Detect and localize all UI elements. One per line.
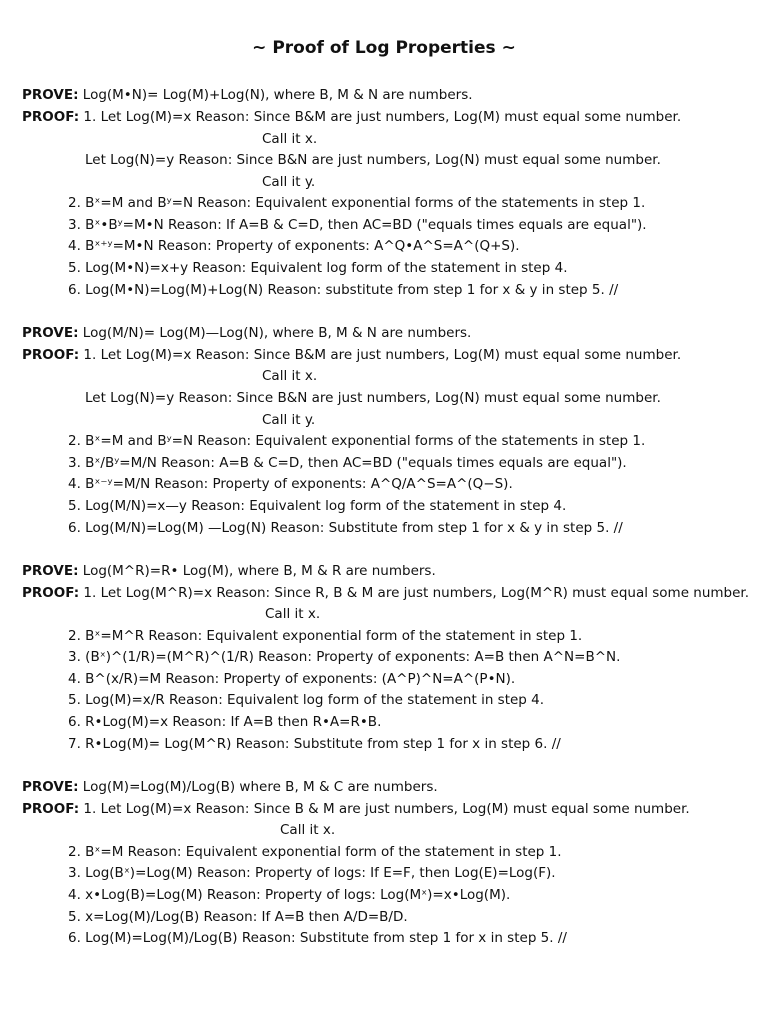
proof-label: PROOF: <box>22 347 80 363</box>
proof-step <box>22 346 681 364</box>
prove-label: PROVE: <box>22 779 79 795</box>
proof-step: 3. (Bˣ)^(1/R)=(M^R)^(1/R) Reason: Property of exponents: A=B then A^N=B^N. <box>68 649 621 665</box>
proof-step: 5. Log(M/N)=x—y Reason: Equivalent log form of the statement in step 4. <box>68 498 567 514</box>
prove-label: PROVE: <box>22 325 79 341</box>
proof-step: 7. R•Log(M)= Log(M^R) Reason: Substitute from step 1 for x in step 6. // <box>68 736 561 752</box>
step-text: 1. Let Log(M)=x Reason: Since B&M are just numbers, Log(M) must equal some number. <box>83 347 682 363</box>
proof-step: Call it x. <box>262 131 318 147</box>
proof-step: Call it x. <box>262 368 318 384</box>
step-text: 1. Let Log(M)=x Reason: Since B&M are just numbers, Log(M) must equal some number. <box>83 109 682 125</box>
prove-line <box>22 562 436 580</box>
prove-statement: Log(M/N)= Log(M)—Log(N), where B, M & N are numbers. <box>82 325 472 341</box>
prove-statement: Log(M^R)=R• Log(M), where B, M & R are numbers. <box>82 563 436 579</box>
proof-step: 5. x=Log(M)/Log(B) Reason: If A=B then A/D=B/D. <box>68 909 408 925</box>
proof-step: 2. Bˣ=M and Bʸ=N Reason: Equivalent exponential forms of the statements in step 1. <box>68 195 646 211</box>
proof-step: 3. Bˣ•Bʸ=M•N Reason: If A=B & C=D, then AC=BD ("equals times equals are equal"). <box>68 217 647 233</box>
proof-label: PROOF: <box>22 109 80 125</box>
proof-step: 3. Log(Bˣ)=Log(M) Reason: Property of logs: If E=F, then Log(E)=Log(F). <box>68 865 556 881</box>
proof-step: 6. Log(M/N)=Log(M) —Log(N) Reason: Substitute from step 1 for x & y in step 5. // <box>68 520 623 536</box>
proof-step <box>22 108 681 126</box>
prove-label: PROVE: <box>22 87 79 103</box>
proof-step: 3. Bˣ/Bʸ=M/N Reason: A=B & C=D, then AC=BD ("equals times equals are equal"). <box>68 455 627 471</box>
prove-line <box>22 778 438 796</box>
proof-label: PROOF: <box>22 585 80 601</box>
proof-step: 6. Log(M•N)=Log(M)+Log(N) Reason: substitute from step 1 for x & y in step 5. // <box>68 282 619 298</box>
proof-step: 2. Bˣ=M Reason: Equivalent exponential form of the statement in step 1. <box>68 844 562 860</box>
page-title: ~ Proof of Log Properties ~ <box>252 38 516 58</box>
proof-step: 4. B^(x/R)=M Reason: Property of exponents: (A^P)^N=A^(P•N). <box>68 671 516 687</box>
proof-step: Let Log(N)=y Reason: Since B&N are just numbers, Log(N) must equal some number. <box>85 390 661 406</box>
proof-step: 6. Log(M)=Log(M)/Log(B) Reason: Substitute from step 1 for x in step 5. // <box>68 930 567 946</box>
proof-step: 5. Log(M)=x/R Reason: Equivalent log form of the statement in step 4. <box>68 692 545 708</box>
proof-step: Call it x. <box>280 822 336 838</box>
proof-step: 4. Bˣ⁺ʸ=M•N Reason: Property of exponents: A^Q•A^S=A^(Q+S). <box>68 238 520 254</box>
proof-step: 2. Bˣ=M^R Reason: Equivalent exponential form of the statement in step 1. <box>68 628 583 644</box>
proof-step: Call it x. <box>265 606 321 622</box>
proof-step <box>22 800 690 818</box>
proof-step: Call it y. <box>262 174 316 190</box>
proof-step <box>22 584 749 602</box>
proof-step: 5. Log(M•N)=x+y Reason: Equivalent log form of the statement in step 4. <box>68 260 568 276</box>
step-text: 1. Let Log(M^R)=x Reason: Since R, B & M are just numbers, Log(M^R) must equal some number. <box>83 585 750 601</box>
proof-step: Call it y. <box>262 412 316 428</box>
prove-statement: Log(M)=Log(M)/Log(B) where B, M & C are numbers. <box>82 779 438 795</box>
prove-line <box>22 86 473 104</box>
prove-line <box>22 324 471 342</box>
proof-step: 2. Bˣ=M and Bʸ=N Reason: Equivalent exponential forms of the statements in step 1. <box>68 433 646 449</box>
proof-step: 4. x•Log(B)=Log(M) Reason: Property of logs: Log(Mˣ)=x•Log(M). <box>68 887 511 903</box>
proof-step: 4. Bˣ⁻ʸ=M/N Reason: Property of exponents: A^Q/A^S=A^(Q−S). <box>68 476 513 492</box>
step-text: 1. Let Log(M)=x Reason: Since B & M are just numbers, Log(M) must equal some number. <box>83 801 690 817</box>
prove-statement: Log(M•N)= Log(M)+Log(N), where B, M & N are numbers. <box>82 87 473 103</box>
proof-label: PROOF: <box>22 801 80 817</box>
proof-step: Let Log(N)=y Reason: Since B&N are just numbers, Log(N) must equal some number. <box>85 152 661 168</box>
proof-step: 6. R•Log(M)=x Reason: If A=B then R•A=R•B. <box>68 714 382 730</box>
prove-label: PROVE: <box>22 563 79 579</box>
